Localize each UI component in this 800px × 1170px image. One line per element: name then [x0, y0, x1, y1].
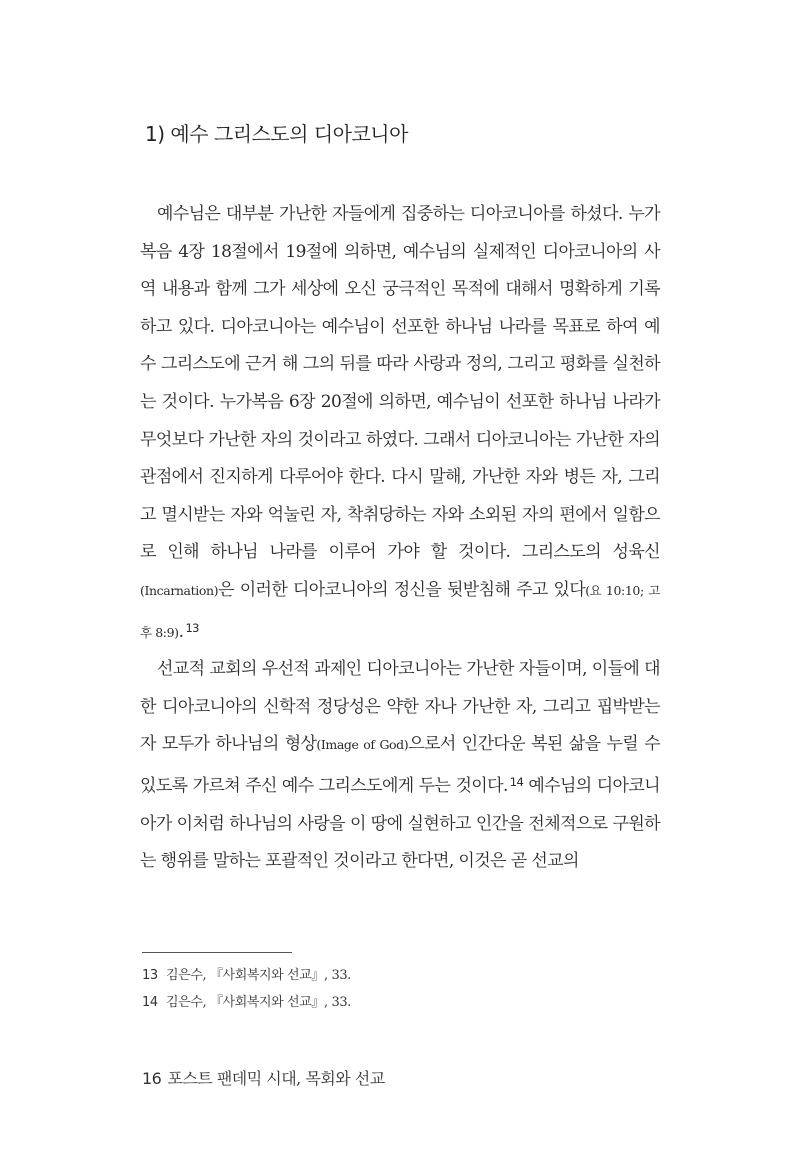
page-number: 16: [142, 1069, 162, 1088]
footnote-divider: [142, 952, 292, 953]
paragraph-2-text-b: 으로서 인간다운 복된 삶을 누릴 수 있도록 가르쳐 주신 예수 그리스도에게 두는 것이다.: [140, 734, 660, 796]
paragraph-1-text-b: 은 이러한 디아코니아의 정신을 뒷받침해 주고 있다: [218, 579, 586, 600]
footnote-text: 김은수, 『사회복지와 선교』, 33.: [166, 968, 351, 983]
paragraph-1: [140, 196, 660, 651]
footnote-number: 14: [142, 995, 158, 1010]
paragraph-1-citation: (요 10:10; 고후 8:9): [140, 582, 660, 640]
footnote-14: [142, 989, 351, 1016]
book-title: 포스트 팬데믹 시대, 목회와 선교: [167, 1069, 385, 1088]
footnote-number: 13: [142, 968, 158, 983]
footnote-13: [142, 962, 351, 989]
paragraph-2-text-a: 선교적 교회의 우선적 과제인 디아코니아는 가난한 자들이며, 이들에 대한 디아코니아의 신학적 정당성은 약한 자나 가난한 자, 그리고 핍박받는 자 모두가 하나님의 형상: [140, 659, 660, 755]
paragraph-1-english-term: (Incarnation): [140, 582, 219, 598]
page-footer: [142, 1066, 385, 1089]
body-text: [140, 196, 660, 881]
footnote-ref-13[interactable]: 13: [185, 620, 199, 635]
paragraph-1-end: .: [178, 621, 184, 642]
paragraph-1-text-a: 예수님은 대부분 가난한 자들에게 집중하는 디아코니아를 하셨다. 누가복음 4장 18절에서 19절에 의하면, 예수님의 실제적인 디아코니아의 사역 내용과 함께 그가 세상에 오신 궁극적인 목적에 대해서 명확하게 기록하고 있다. 디아코니아는 예수님이 선포한 하나님 나라를 목표로 하여 예수 그리스도에 근거 해 그의 뒤를 따라 사랑과 정의, 그리고 평화를 실천하는 것이다. 누가복음 6장 20절에 의하면, 예수님이 선포한 하나님 나라가 무엇보다 가난한 자의 것이라고 하였다. 그래서 디아코니아는 가난한 자의 관점에서 진지하게 다루어야 한다. 다시 말해, 가난한 자와 병든 자, 그리고 멸시받는 자와 억눌린 자, 착취당하는 자와 소외된 자의 편에서 일함으로 인해 하나님 나라를 이루어 가야 할 것이다. 그리스도의 성육신: [140, 204, 660, 563]
paragraph-2-text-c: 예수님의 디아코니아가 이처럼 하나님의 사랑을 이 땅에 실현하고 인간을 전체적으로 구원하는 행위를 말하는 포괄적인 것이라고 한다면, 이것은 곧 선교의: [140, 775, 661, 872]
section-title: 1) 예수 그리스도의 디아코니아: [145, 122, 408, 146]
footnotes: [142, 962, 351, 1016]
paragraph-2-english-term: (Image of God): [316, 737, 409, 753]
footnote-text: 김은수, 『사회복지와 선교』, 33.: [166, 995, 351, 1010]
footnote-ref-14[interactable]: 14: [509, 774, 524, 789]
paragraph-2: [140, 651, 660, 881]
